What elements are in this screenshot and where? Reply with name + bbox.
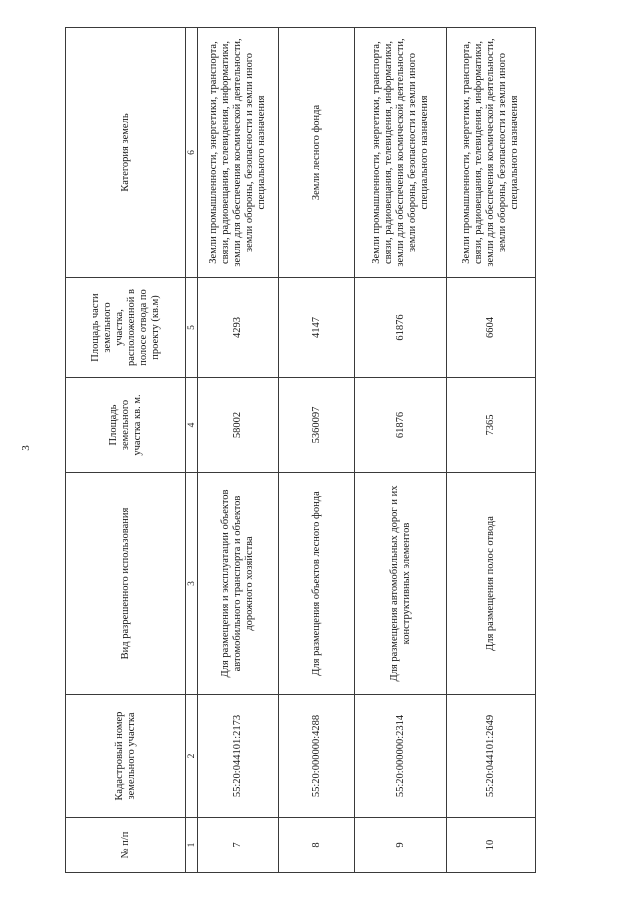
cadastral-number: 55:20:044101:2649 xyxy=(447,695,536,818)
permitted-use: Для размещения автомобильных дорог и их конструктивных элементов xyxy=(355,473,447,695)
row-number: 9 xyxy=(355,818,447,873)
cadastral-number: 55:20:000000:4288 xyxy=(279,695,355,818)
part-area: 61876 xyxy=(355,278,447,378)
table-header-row xyxy=(66,28,186,873)
column-numbers-row xyxy=(186,28,198,873)
column-number: 2 xyxy=(186,695,198,818)
permitted-use: Для размещения объектов лесного фонда xyxy=(279,473,355,695)
header-use: Вид разрешенного использования xyxy=(66,473,186,695)
page-number: 3 xyxy=(20,445,32,451)
part-area: 4293 xyxy=(198,278,279,378)
plot-area: 7365 xyxy=(447,378,536,473)
header-category: Категория земель xyxy=(66,28,186,278)
part-area: 4147 xyxy=(279,278,355,378)
header-number: № п/п xyxy=(66,818,186,873)
land-category: Земли промышленности, энергетики, транспорта, связи, радиовещания, телевидения, информатики, земли для обеспечения космической деятельности, земли обороны, безопасности и земли иного специального назначения xyxy=(198,28,279,278)
cadastral-number: 55:20:000000:2314 xyxy=(355,695,447,818)
row-number: 8 xyxy=(279,818,355,873)
permitted-use: Для размещения полос отвода xyxy=(447,473,536,695)
row-number: 10 xyxy=(447,818,536,873)
column-number: 3 xyxy=(186,473,198,695)
table-row xyxy=(279,28,355,873)
header-area: Площадь земельного участка кв. м. xyxy=(66,378,186,473)
land-category: Земли промышленности, энергетики, транспорта, связи, радиовещания, телевидения, информатики, земли для обеспечения космической деятельности, земли обороны, безопасности и земли иного специального назначения xyxy=(447,28,536,278)
plot-area: 5360097 xyxy=(279,378,355,473)
permitted-use: Для размещения и эксплуатации объектов автомобильного транспорта и объектов дорожного хозяйства xyxy=(198,473,279,695)
part-area: 6604 xyxy=(447,278,536,378)
plot-area: 61876 xyxy=(355,378,447,473)
plot-area: 58002 xyxy=(198,378,279,473)
column-number: 5 xyxy=(186,278,198,378)
column-number: 4 xyxy=(186,378,198,473)
table-row xyxy=(198,28,279,873)
table-row xyxy=(355,28,447,873)
land-category: Земли промышленности, энергетики, транспорта, связи, радиовещания, телевидения, информатики, земли для обеспечения космической деятельности, земли обороны, безопасности и земли иного специального назначения xyxy=(355,28,447,278)
column-number: 1 xyxy=(186,818,198,873)
cadastral-number: 55:20:044101:2173 xyxy=(198,695,279,818)
row-number: 7 xyxy=(198,818,279,873)
table-row xyxy=(447,28,536,873)
column-number: 6 xyxy=(186,28,198,278)
header-part-area: Площадь части земельного участка, расположенной в полосе отвода по проекту (кв.м) xyxy=(66,278,186,378)
header-cadastral: Кадастровый номер земельного участка xyxy=(66,695,186,818)
land-category: Земли лесного фонда xyxy=(279,28,355,278)
rotated-table-wrapper xyxy=(65,28,535,873)
land-plots-table xyxy=(65,27,536,873)
